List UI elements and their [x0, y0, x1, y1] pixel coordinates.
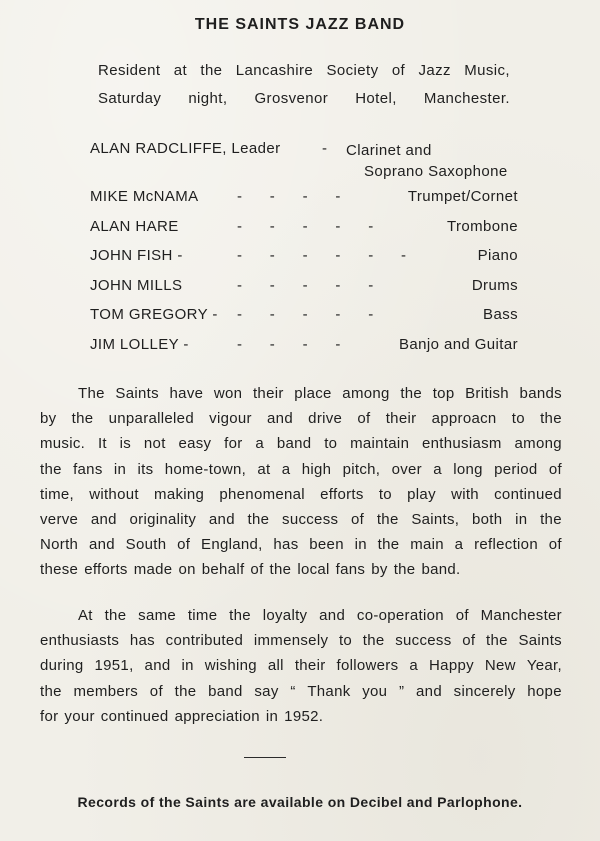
- member-instrument: Trombone: [446, 217, 518, 235]
- residency-word: Hotel,: [355, 90, 397, 107]
- roster-row: [90, 140, 518, 188]
- page-title: THE SAINTS JAZZ BAND: [194, 16, 406, 33]
- paragraph-line: enthusiasts has contributed immensely to the success of the Saints: [40, 632, 562, 650]
- roster-row: [90, 277, 518, 307]
- residency-line-2: [98, 90, 510, 107]
- paragraph-line: the fans in its home-town, at a high pitch, over a long period of: [40, 460, 562, 478]
- band-roster: [90, 140, 518, 365]
- dash-leader: - - - -: [237, 188, 341, 205]
- member-instrument: Piano: [477, 247, 518, 264]
- member-instrument: Trumpet/Cornet: [407, 188, 518, 205]
- residency-word: Society: [326, 62, 379, 79]
- paragraph-line: At the same time the loyalty and co-operation of Manchester: [78, 607, 562, 624]
- roster-row: [90, 336, 518, 366]
- dash-leader: - - - -: [237, 335, 341, 353]
- residency-line-1: [98, 62, 510, 79]
- member-instrument: [346, 140, 508, 182]
- dash-leader: - - - - -: [237, 306, 374, 323]
- records-note: Records of the Saints are available on Decibel and Parlophone.: [77, 794, 523, 810]
- roster-row: [90, 218, 518, 248]
- residency-word: at: [173, 62, 188, 79]
- paragraph-line: North and South of England, has been in the main a reflection of: [40, 536, 562, 554]
- member-name: MIKE McNAMA: [90, 188, 199, 205]
- residency-word: night,: [188, 90, 228, 107]
- residency-word: Grosvenor: [254, 90, 329, 107]
- paragraph-line: verve and originality and the success of the Saints, both in the: [40, 511, 562, 529]
- dash-leader: -: [322, 140, 328, 157]
- residency-word: Music,: [464, 62, 510, 79]
- paragraph-line: music. It is not easy for a band to maintain enthusiasm among: [40, 435, 562, 453]
- residency-word: Lancashire: [235, 62, 314, 79]
- instrument-line-1: Clarinet and: [346, 142, 432, 159]
- residency-word: Manchester.: [423, 90, 510, 107]
- residency-word: Jazz: [418, 62, 451, 79]
- residency-word: of: [391, 62, 406, 79]
- paragraph-new-year-thanks: [40, 603, 562, 729]
- member-name: JIM LOLLEY -: [90, 335, 189, 353]
- roster-row: [90, 247, 518, 277]
- paragraph-line: The Saints have won their place among the top British bands: [78, 385, 562, 402]
- residency-word: Resident: [98, 62, 161, 79]
- residency-word: the: [200, 62, 223, 79]
- member-name: ALAN RADCLIFFE, Leader: [90, 140, 281, 157]
- member-instrument: Banjo and Guitar: [399, 335, 518, 353]
- dash-leader: - - - - -: [237, 217, 374, 235]
- member-instrument: Drums: [471, 276, 518, 294]
- roster-row: [90, 188, 518, 218]
- paragraph-line: these efforts made on behalf of the local fans by the band.: [40, 561, 461, 579]
- paragraph-line: time, without making phenomenal efforts to play with continued: [40, 485, 562, 503]
- paragraph-band-achievements: [40, 381, 562, 583]
- member-name: JOHN MILLS: [90, 276, 183, 294]
- section-divider: [244, 757, 286, 758]
- residency-word: Saturday: [98, 90, 162, 107]
- instrument-line-2: Soprano Saxophone: [364, 163, 508, 180]
- paragraph-line: during 1951, and in wishing all their followers a Happy New Year,: [40, 657, 562, 675]
- member-name: JOHN FISH -: [90, 247, 183, 264]
- dash-leader: - - - - -: [237, 276, 374, 294]
- member-name: ALAN HARE: [90, 217, 179, 235]
- dash-leader: - - - - - -: [237, 247, 407, 264]
- member-instrument: Bass: [483, 306, 518, 323]
- member-name: TOM GREGORY -: [90, 306, 218, 323]
- paragraph-line: for your continued appreciation in 1952.: [40, 707, 324, 725]
- paragraph-line: by the unparalleled vigour and drive of their approacn to the: [40, 410, 562, 428]
- paragraph-line: the members of the band say “ Thank you ” and sincerely hope: [40, 682, 562, 700]
- roster-row: [90, 306, 518, 336]
